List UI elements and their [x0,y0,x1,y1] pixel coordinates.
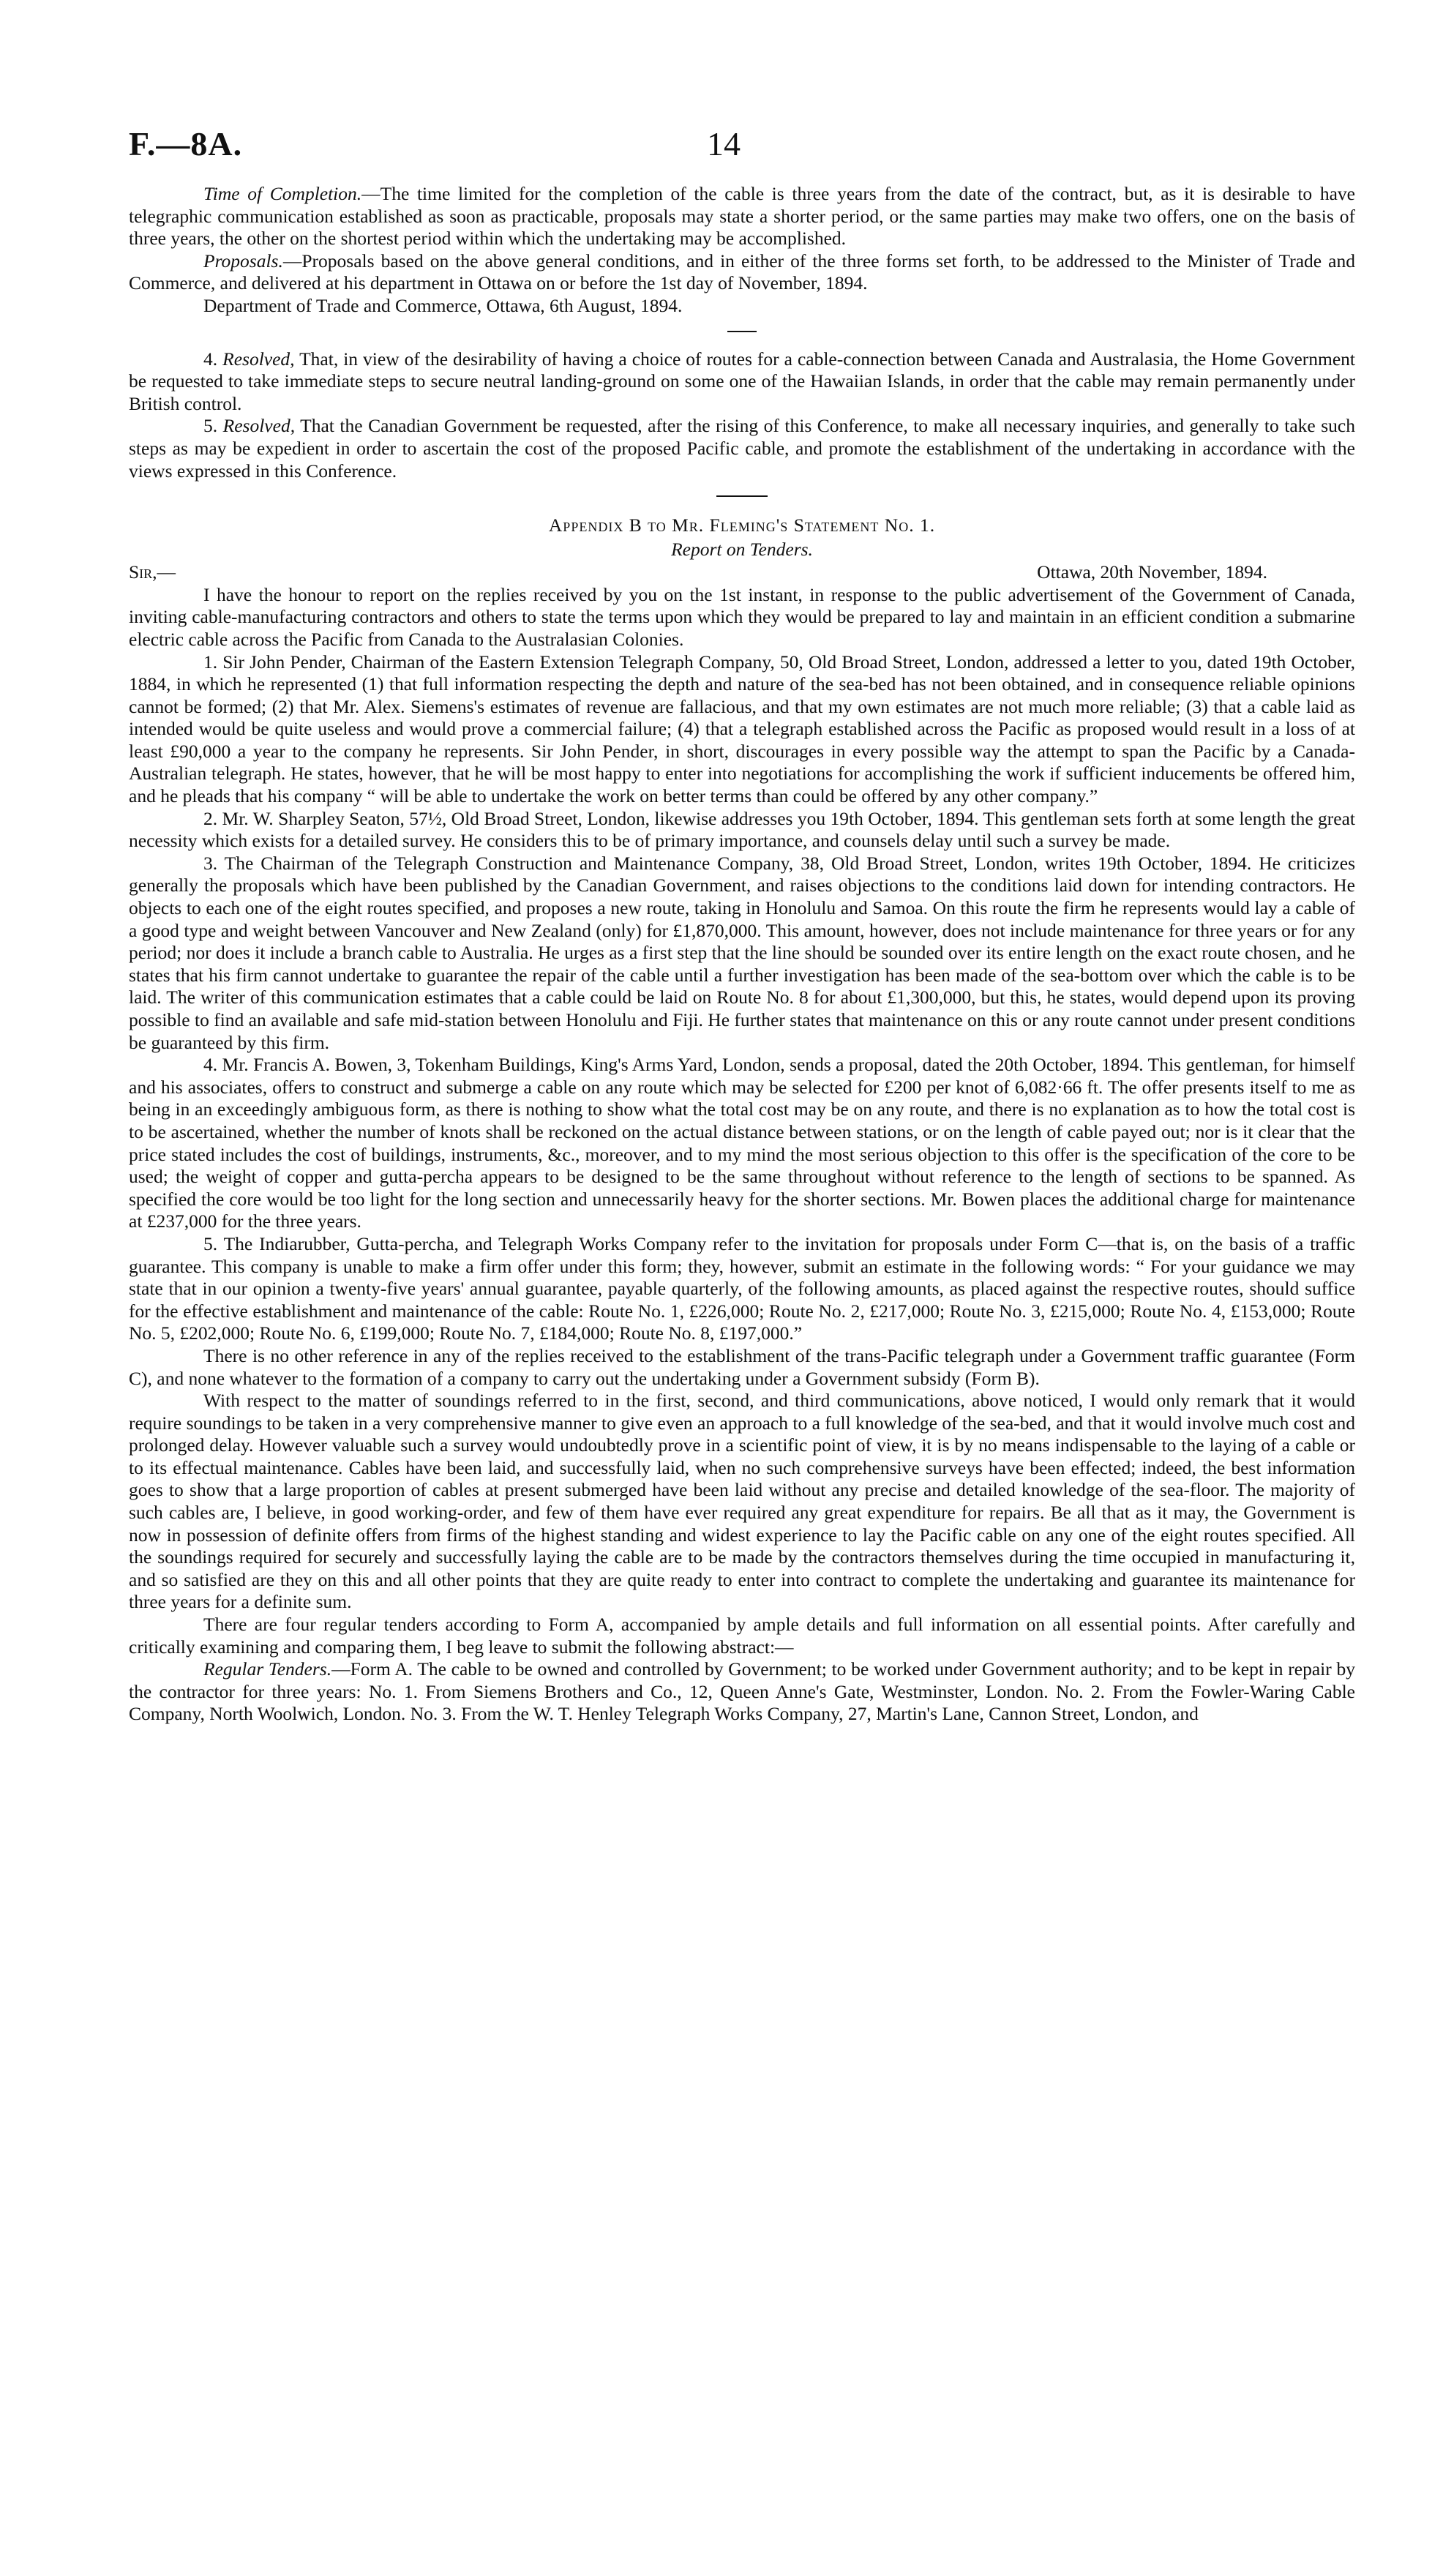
completion-text: —The time limited for the completion of the cable is three years from the date of the contract, but, as it is desirable to have telegraphic communication established as soon as practicable, proposals may state a shorter period, or the same parties may make two offers, one on the basis of three years, the other on the shortest period within which the undertaking may be accomplished. [129,183,1355,250]
report-date: Ottawa, 20th November, 1894. [1037,561,1267,583]
resolution-label: Resolved, [222,415,296,437]
resolution-number: 5. [203,415,223,437]
divider [727,331,757,332]
report-intro: I have the honour to report on the replies received by you on the 1st instant, in response to the public advertisement of the Government of Canada, inviting cable-manufacturing contractors and others to state the terms upon which they would be prepared to lay and maintain in an efficient condition a submarine electric cable across the Pacific from Canada to the Australasian Colonies. [129,583,1355,650]
report-paragraph: There is no other reference in any of the replies received to the establishment of the trans-Pacific telegraph under a Government traffic guarantee (Form C), and none whatever to the formation of a company to carry out the undertaking under a Government subsidy (Form B). [129,1344,1355,1389]
resolution-text: That the Canadian Government be requested, after the rising of this Conference, to make all necessary inquiries, and generally to take such steps as may be expedient in order to ascertain the cost of the proposed Pacific cable, and promote the establishment of the undertaking in accordance with the views expressed in this Conference. [129,415,1355,482]
completion-label: Time of Completion. [203,183,362,204]
report-paragraph: 3. The Chairman of the Telegraph Construction and Maintenance Company, 38, Old Broad Street, London, writes 19th October, 1894. He criticizes generally the proposals which have been published by the Canadian Government, and raises objections to the conditions laid down for intending contractors. He objects to each one of the eight routes specified, and proposes a new route, taking in Honolulu and Samoa. On this route the firm he represents would lay a cable of a good type and weight between Vancouver and New Zealand (only) for £1,870,000. This amount, however, does not include maintenance for three years or for any period; nor does it include a branch cable to Australia. He urges as a first step that the line should be sounded over its entire length on the exact route chosen, and he states that his firm cannot undertake to guarantee the repair of the cable until a further investigation has been made of the sea-bottom over which the cable is to be laid. The writer of this communication estimates that a cable could be laid on Route No. 8 for about £1,300,000, but this, he states, would depend upon its proving possible to find an available and safe mid-station between Honolulu and Fiji. He further states that maintenance on this or any route cannot under present conditions be guaranteed by this firm. [129,852,1355,1053]
page-header [129,124,1355,183]
appendix-title: Appendix B to Mr. Fleming's Statement No. 1. [548,514,936,536]
document-page [129,124,1355,1726]
department-line: Department of Trade and Commerce, Ottawa, 6th August, 1894. [203,294,683,316]
proposals-label: Proposals. [203,250,283,272]
completion-paragraph [129,183,1355,250]
proposals-text: —Proposals based on the above general conditions, and in either of the three forms set forth, to be addressed to the Minister of Trade and Commerce, and delivered at his department in Ottawa on or before the 1st day of November, 1894. [129,250,1355,294]
document-reference: F.—8A. [129,125,243,162]
report-paragraph: 1. Sir John Pender, Chairman of the Eastern Extension Telegraph Company, 50, Old Broad Street, London, addressed a letter to you, dated 19th October, 1884, in which he represented (1) that full information respecting the depth and nature of the sea-bed has not been obtained, and in consequence reliable opinions cannot be formed; (2) that Mr. Alex. Siemens's estimates of revenue are fallacious, and that my own estimates are not much more reliable; (3) that a cable laid as intended would be quite useless and would prove a commercial failure; (4) that a telegraph established across the Pacific as proposed would result in a loss of at least £90,000 a year to the company he represents. Sir John Pender, in short, discourages in every possible way the attempt to span the Pacific by a Canada-Australian telegraph. He states, however, that he will be most happy to enter into negotiations for accomplishing the work if sufficient inducements be offered him, and he pleads that his company “ will be able to undertake the work on better terms than could be offered by any other company.” [129,651,1355,807]
regular-tenders-paragraph [129,1658,1355,1726]
proposals-paragraph [129,250,1355,295]
report-paragraph: With respect to the matter of soundings referred to in the first, second, and third communications, above noticed, I would only remark that it would require soundings to be taken in a very comprehensive manner to give even an approach to a full knowledge of the sea-bed, and that it would involve much cost and prolonged delay. However valuable such a survey would undoubtedly prove in a scientific point of view, it is by no means indispensable to the laying of a cable or to its effectual maintenance. Cables have been laid, and successfully laid, when no such comprehensive surveys have been effected; indeed, the best information goes to show that a large proportion of cables at present submerged have been laid without any precise and detailed knowledge of the sea-floor. The majority of such cables are, I believe, in good working-order, and few of them have ever required any great expenditure for repairs. Be all that as it may, the Government is now in possession of definite offers from firms of the highest standing and widest experience to lay the Pacific cable on any one of the eight routes specified. All the soundings required for securely and successfully laying the cable are to be made by the contractors themselves during the time occupied in manufacturing it, and so satisfied are they on this and all other points that they are quite ready to enter into contract to complete the undertaking and guarantee its maintenance for three years for a definite sum. [129,1390,1355,1613]
resolution-number: 4. [203,348,223,370]
report-paragraph: 5. The Indiarubber, Gutta-percha, and Telegraph Works Company refer to the invitation for proposals under Form C—that is, on the basis of a traffic guarantee. This company is unable to make a firm offer under this form; they, however, submit an estimate in the following words: “ For your guidance we may state that in our opinion a twenty-five years' annual guarantee, payable quarterly, of the following amounts, as placed against the respective routes, should suffice for the effective establishment and maintenance of the cable: Route No. 1, £226,000; Route No. 2, £217,000; Route No. 3, £215,000; Route No. 4, £153,000; Route No. 5, £202,000; Route No. 6, £199,000; Route No. 7, £184,000; Route No. 8, £197,000.” [129,1232,1355,1344]
salutation-row [129,561,1355,584]
report-subtitle: Report on Tenders. [671,539,813,561]
regular-tenders-label: Regular Tenders. [203,1658,332,1680]
regular-tenders-text: —Form A. The cable to be owned and controlled by Government; to be worked under Government authority; and to be kept in repair by the contractor for three years: No. 1. From Siemens Brothers and Co., 12, Queen Anne's Gate, Westminster, London. No. 2. From the Fowler-Waring Cable Company, North Woolwich, London. No. 3. From the W. T. Henley Telegraph Works Company, 27, Martin's Lane, Cannon Street, London, and [129,1658,1355,1725]
divider [716,495,768,497]
report-paragraph: 2. Mr. W. Sharpley Seaton, 57½, Old Broad Street, London, likewise addresses you 19th October, 1894. This gentleman sets forth at some length the great necessity which exists for a detailed survey. He considers this to be of primary importance, and counsels delay until such a survey be made. [129,807,1355,852]
report-paragraph: There are four regular tenders according to Form A, accompanied by ample details and full information on all essential points. After carefully and critically examining and comparing them, I beg leave to submit the following abstract:— [129,1614,1355,1658]
resolution-label: Resolved, [222,348,295,370]
page-number: 14 [707,125,741,162]
report-paragraph: 4. Mr. Francis A. Bowen, 3, Tokenham Buildings, King's Arms Yard, London, sends a proposal, dated the 20th October, 1894. This gentleman, for himself and his associates, offers to construct and submerge a cable on any route which may be selected for £200 per knot of 6,082·66 ft. The offer presents itself to me as being in an exceedingly ambiguous form, as there is nothing to show what the total cost may be on any route, and there is no explanation as to how the total cost is to be ascertained, whether the number of knots shall be reckoned on the actual distance between stations, or on the length of cable payed out; nor is it clear that the price stated includes the cost of buildings, instruments, &c., moreover, and to my mind the most serious objection to this offer is the specification of the core to be used; the weight of copper and gutta-percha appears to be designed to be the same throughout without reference to the length of sections to be spanned. As specified the core would be too light for the long section and unnecessarily heavy for the shorter sections. Mr. Bowen places the additional charge for maintenance at £237,000 for the three years. [129,1054,1355,1232]
salutation: Sir,— [129,561,176,583]
resolution-5 [129,415,1355,482]
resolution-4 [129,348,1355,416]
resolution-text: That, in view of the desirability of having a choice of routes for a cable-connection between Canada and Australasia, the Home Government be requested to take immediate steps to secure neutral landing-ground on some one of the Hawaiian Islands, in order that the cable may remain permanently under British control. [129,348,1355,414]
